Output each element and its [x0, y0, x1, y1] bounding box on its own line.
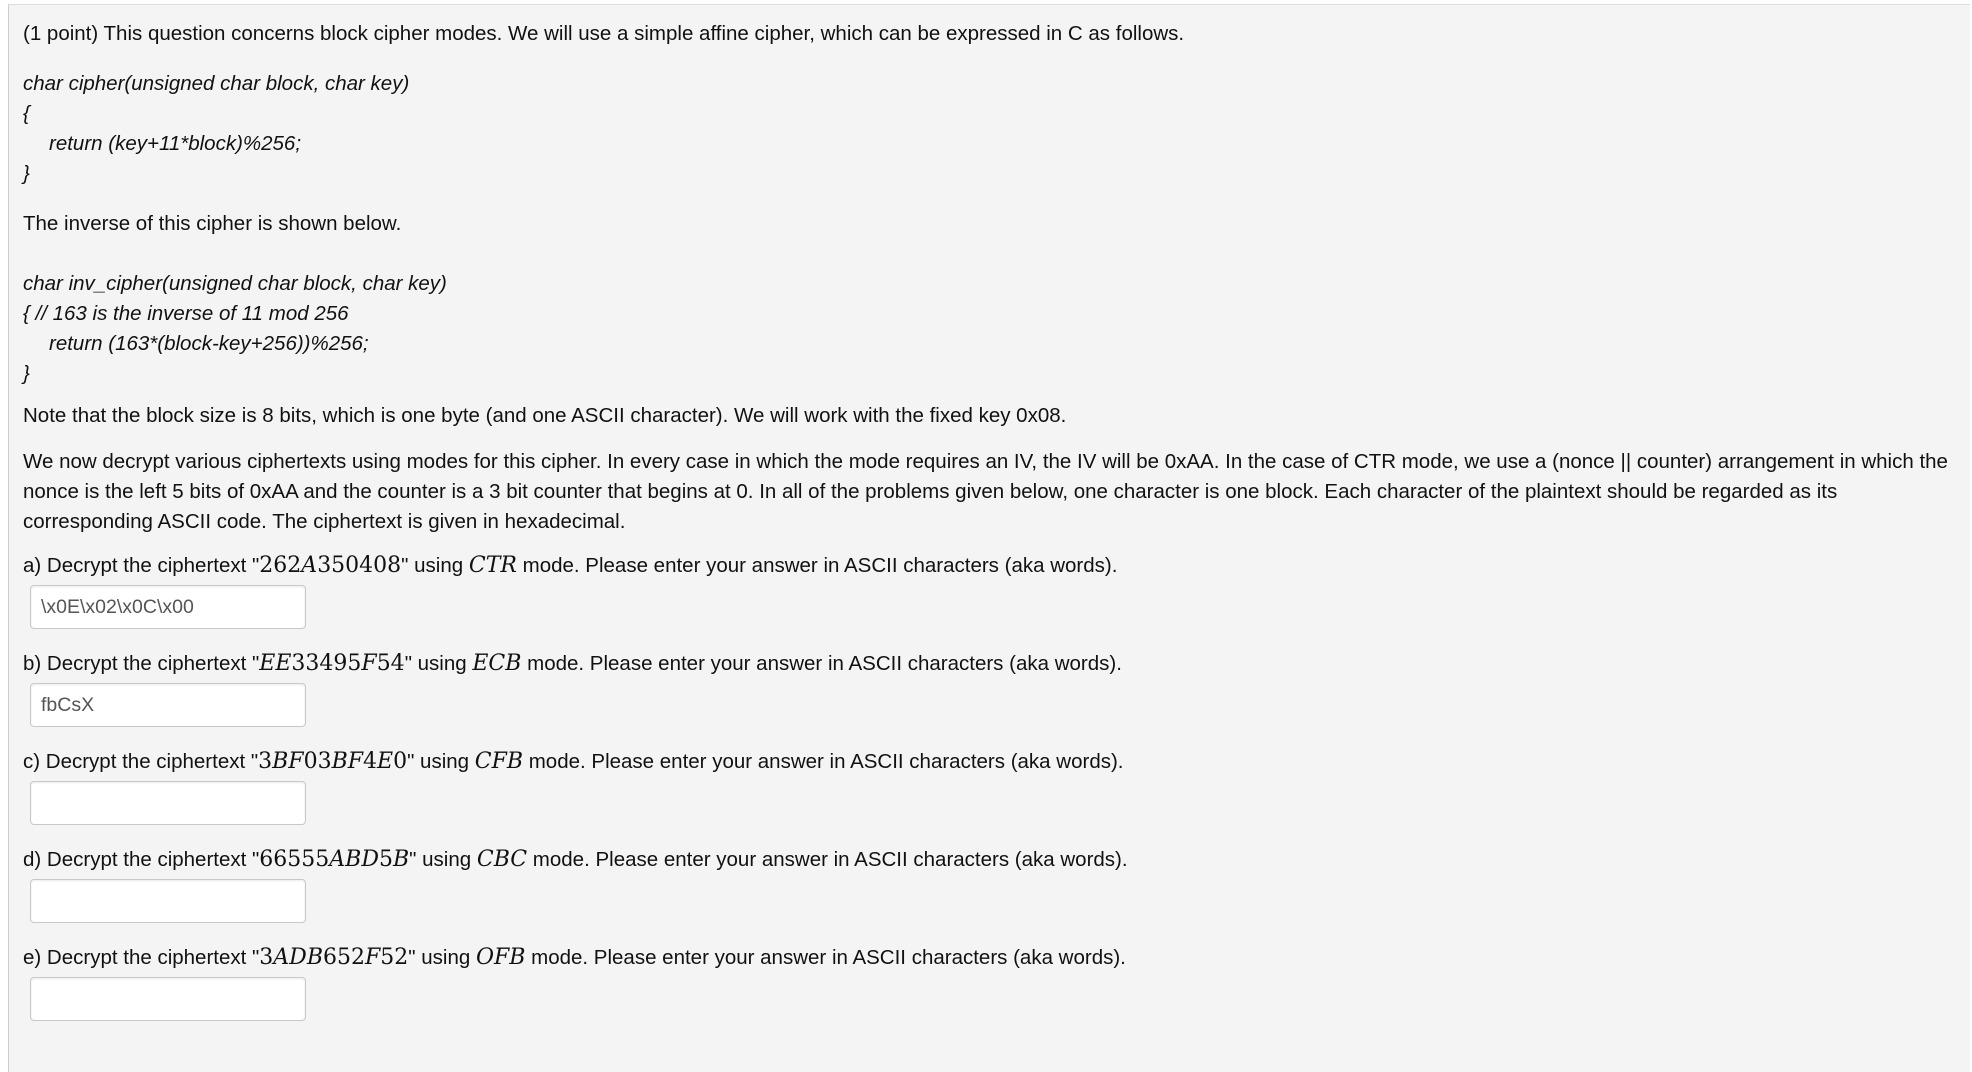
mode-name: CTR [468, 553, 517, 578]
cipher-code-open: { [23, 102, 30, 125]
inv-code-open: { // 163 is the inverse of 11 mod 256 [23, 302, 349, 325]
answer-input-d[interactable] [30, 879, 306, 923]
ciphertext-segment: 54 [376, 651, 405, 676]
ciphertext-segment: 3 [259, 945, 274, 970]
question-b-text [23, 649, 1963, 679]
cipher-code-body: return (key+11*block)%256; [49, 132, 302, 155]
ciphertext-segment: 03 [303, 749, 332, 774]
ciphertext-segment: 52 [380, 945, 409, 970]
ciphertext-segment: BF [272, 749, 304, 774]
problem-panel [8, 4, 1970, 1072]
ciphertext-segment: 3 [258, 749, 273, 774]
answer-input-c[interactable] [30, 781, 306, 825]
question-prefix: d) Decrypt the ciphertext " [23, 848, 260, 871]
ciphertext-segment: F [361, 651, 377, 676]
question-mid: " using [408, 946, 476, 969]
ciphertext-segment: 652 [323, 945, 365, 970]
question-a [23, 551, 1963, 629]
ciphertext-segment: 33495 [291, 651, 362, 676]
question-suffix: mode. Please enter your answer in ASCII characters (aka words). [521, 652, 1122, 675]
question-suffix: mode. Please enter your answer in ASCII characters (aka words). [525, 946, 1126, 969]
question-d-text [23, 845, 1963, 875]
inv-code-close: } [23, 362, 30, 385]
question-mid: " using [401, 554, 469, 577]
cipher-code-signature: char cipher(unsigned char block, char key) [23, 72, 410, 95]
ciphertext-segment: F [365, 945, 381, 970]
answer-input-a[interactable] [30, 585, 306, 629]
note-text: Note that the block size is 8 bits, which is one byte (and one ASCII character). We will work with the fixed key 0x08. [23, 404, 1067, 427]
question-a-text [23, 551, 1963, 581]
ciphertext-segment: ABD [329, 847, 379, 872]
ciphertext-segment: B [393, 847, 410, 872]
question-c [23, 747, 1963, 825]
ciphertext-value [259, 652, 404, 675]
question-e-text [23, 943, 1963, 973]
ciphertext-segment: 4 [363, 749, 378, 774]
ciphertext-segment: BF [331, 749, 364, 774]
question-mid: " using [404, 652, 473, 675]
ciphertext-value [259, 554, 401, 577]
question-prefix: a) Decrypt the ciphertext " [23, 554, 260, 577]
inv-code-body: return (163*(block-key+256))%256; [49, 332, 369, 355]
mode-name: CFB [474, 749, 524, 774]
inv-code-signature: char inv_cipher(unsigned char block, char key) [23, 272, 447, 295]
ciphertext-segment: ADB [273, 945, 323, 970]
ciphertext-segment: E [377, 749, 394, 774]
question-d [23, 845, 1963, 923]
ciphertext-value [259, 848, 409, 871]
question-suffix: mode. Please enter your answer in ASCII characters (aka words). [516, 554, 1118, 577]
question-list [23, 551, 1963, 1021]
modes-paragraph: We now decrypt various ciphertexts using modes for this cipher. In every case in which the mode requires an IV, the IV will be 0xAA. In the case of CTR mode, we use a (nonce || counter) arrangement in which the nonce is the left 5 bits of 0xAA and the counter is a 3 bit counter that begins at 0. In all of the problems given below, one character is one block. Each character of the plaintext should be regarded as its corresponding ASCII code. The ciphertext is given in hexadecimal. [23, 450, 1948, 533]
question-mid: " using [409, 848, 477, 871]
ciphertext-segment: A [301, 553, 318, 578]
mode-name: ECB [472, 651, 522, 676]
ciphertext-segment: 350408 [317, 553, 402, 578]
mode-name: CBC [476, 847, 528, 872]
question-suffix: mode. Please enter your answer in ASCII characters (aka words). [527, 848, 1128, 871]
question-c-text [23, 747, 1963, 777]
question-prefix: b) Decrypt the ciphertext " [23, 652, 260, 675]
answer-input-b[interactable] [30, 683, 306, 727]
question-suffix: mode. Please enter your answer in ASCII characters (aka words). [523, 750, 1124, 773]
ciphertext-segment: 66555 [259, 847, 330, 872]
question-prefix: c) Decrypt the ciphertext " [23, 750, 259, 773]
question-mid: " using [407, 750, 475, 773]
problem-content [23, 19, 1963, 1021]
ciphertext-segment: 262 [259, 553, 302, 578]
question-e [23, 943, 1963, 1021]
ciphertext-value [258, 750, 407, 773]
ciphertext-value [259, 946, 408, 969]
ciphertext-segment: EE [259, 651, 292, 676]
answer-input-e[interactable] [30, 977, 306, 1021]
ciphertext-segment: 5 [379, 847, 393, 872]
mode-name: OFB [475, 945, 526, 970]
cipher-code-close: } [23, 162, 30, 185]
ciphertext-segment: 0 [393, 749, 408, 774]
inverse-text: The inverse of this cipher is shown below. [23, 212, 402, 235]
question-b [23, 649, 1963, 727]
intro-text: (1 point) This question concerns block cipher modes. We will use a simple affine cipher, which can be expressed in C as follows. [23, 22, 1185, 45]
question-prefix: e) Decrypt the ciphertext " [23, 946, 260, 969]
